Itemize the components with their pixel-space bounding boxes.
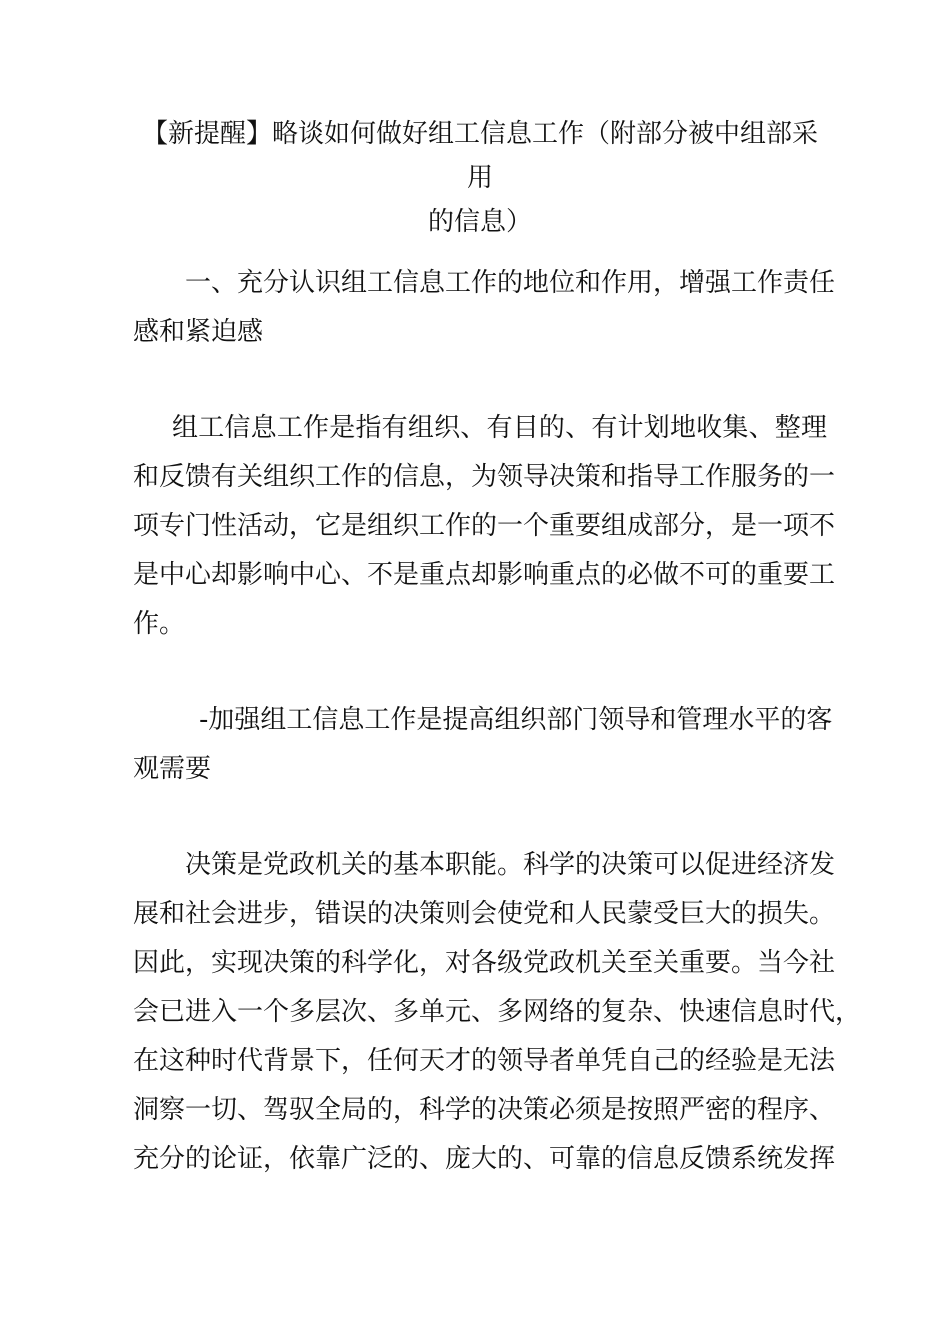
heading-1-line-1: 一、充分认识组工信息工作的地位和作用，增强工作责任	[185, 268, 836, 298]
paragraph-2-line-7: 充分的论证，依靠广泛的、庞大的、可靠的信息反馈系统发挥	[133, 1144, 836, 1174]
paragraph-2-line-6: 洞察一切、驾驭全局的，科学的决策必须是按照严密的程序、	[133, 1095, 836, 1125]
paragraph-2-line-1: 决策是党政机关的基本职能。科学的决策可以促进经济发	[185, 850, 836, 880]
paragraph-1-line-5: 作。	[133, 609, 186, 639]
paragraph-1-line-1: 组工信息工作是指有组织、有目的、有计划地收集、整理	[172, 413, 827, 443]
paragraph-1-line-4: 是中心却影响中心、不是重点却影响重点的必做不可的重要工	[133, 560, 836, 590]
paragraph-2-line-4: 会已进入一个多层次、多单元、多网络的复杂、快速信息时代，	[133, 997, 862, 1027]
document-title	[133, 112, 827, 244]
heading-2-line-2: 观需要	[133, 754, 212, 784]
paragraph-2-line-3: 因此，实现决策的科学化，对各级党政机关至关重要。当今社	[133, 948, 836, 978]
heading-1-line-2: 感和紧迫感	[133, 317, 264, 347]
title-line-2: 的信息）	[427, 207, 532, 237]
heading-2-line-1: -加强组工信息工作是提高组织部门领导和管理水平的客	[199, 705, 833, 735]
paragraph-1-line-2: 和反馈有关组织工作的信息，为领导决策和指导工作服务的一	[133, 462, 836, 492]
paragraph-2-line-2: 展和社会进步，错误的决策则会使党和人民蒙受巨大的损失。	[133, 899, 836, 929]
paragraph-1-line-3: 项专门性活动，它是组织工作的一个重要组成部分，是一项不	[133, 511, 836, 541]
paragraph-2-line-5: 在这种时代背景下，任何天才的领导者单凭自己的经验是无法	[133, 1046, 836, 1076]
title-line-1: 【新提醒】略谈如何做好组工信息工作（附部分被中组部采用	[141, 119, 818, 193]
